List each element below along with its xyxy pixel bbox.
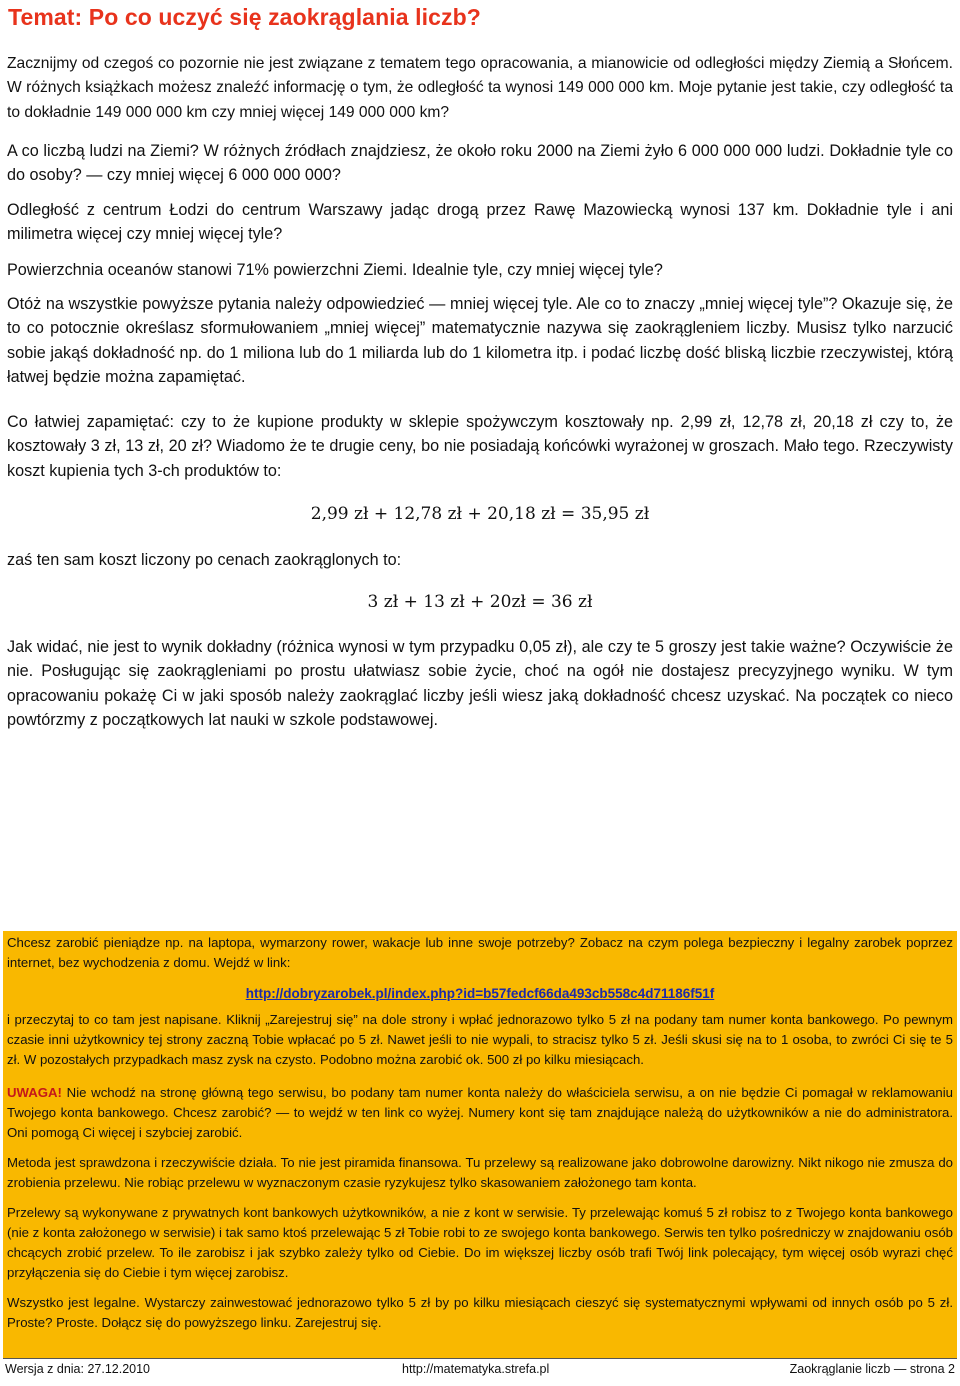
footer-site-link[interactable]: http://matematyka.strefa.pl: [402, 1362, 550, 1376]
formula-rounded-sum: 3 zł + 13 zł + 20zł = 36 zł: [367, 592, 593, 612]
paragraph-text: Odległość z centrum Łodzi do centrum Warszawy jadąc drogą przez Rawę Mazowiecką wynosi 137 km. Dokładnie tyle i ani milimetra więcej czy mniej więcej tyle?: [7, 201, 953, 244]
paragraph-lodz-warsaw: [7, 198, 953, 247]
footer-divider: [3, 1358, 957, 1359]
paragraph-text: Jak widać, nie jest to wynik dokładny (różnica wynosi w tym przypadku 0,05 zł), ale czy te 5 groszy jest takie ważne? Oczywiście że nie. Posługując się zaokrągleniami po prostu ułatwiasz sobie życie, choć na ogół nie dostajesz precyzyjnego wyniku. W tym opracowaniu pokażę Ci w jaki sposób należy zaokrąglać liczby jeśli wiesz jaką dokładność chcesz uzyskać. Na początek co nieco powtórzmy z początkowych lat nauki w szkole podstawowej.: [7, 638, 953, 729]
paragraph-rounded-intro: [7, 548, 953, 572]
page-footer: [5, 1360, 955, 1380]
paragraph-earth-sun: [7, 52, 953, 125]
paragraph-text: Powierzchnia oceanów stanowi 71% powierzchni Ziemi. Idealnie tyle, czy mniej więcej tyle?: [7, 261, 663, 279]
footer-page-number: Zaokrąglanie liczb — strona 2: [789, 1362, 955, 1376]
promo-transfers: Przelewy są wykonywane z prywatnych kont bankowych użytkowników, a nie z kont w serwisie. Ty przelewając komuś 5 zł robisz to z Twojego konta bankowego (nie z konta założonego w serwisie) i tak samo ktoś przelewając 5 zł Tobie robi to ze swojego konta bankowego. Serwis ten tylko pośredniczy w znajdowaniu osób chcących zrobić przelew. To ile zarobisz i jak szybko zależy tylko od Ciebie. Do im większej liczby osób trafi Twój link polecający, tym więcej osób wyrazi chęć przyłączenia się do Ciebie i tym więcej zarobisz.: [7, 1205, 953, 1280]
paragraph-text: zaś ten sam koszt liczony po cenach zaokrąglonych to:: [7, 551, 402, 569]
promo-instructions: i przeczytaj to co tam jest napisane. Kliknij „Zarejestruj się” na dole strony i wpłać jednorazowo tylko 5 zł na podany tam numer konta bankowego. Po pewnym czasie inni użytkownicy tej strony zaczną Tobie wpłacać po 5 zł. Nawet jeśli to nie wypali, to stracisz tylko 5 zł. Jeśli skusi się na to 1 osoba, to zwróci Ci się te 5 zł. W pozostałych przypadkach masz zysk na czysto. Podobno można zarobić ok. 500 zł po kilku miesiącach.: [7, 1012, 953, 1067]
warning-label: UWAGA!: [7, 1085, 62, 1100]
page-title: Temat: Po co uczyć się zaokrąglania liczb?: [8, 4, 481, 30]
paragraph-answer: [7, 292, 953, 389]
paragraph-prices: [7, 410, 953, 483]
paragraph-conclusion: [7, 635, 953, 732]
promo-link-line: [7, 984, 953, 1004]
paragraph-population: [7, 139, 953, 188]
warning-text: Nie wchodź na stronę główną tego serwisu, bo podany tam numer konta należy do właściciela serwisu, a on nie będzie Ci pomagał w reklamowaniu Twojego konta bankowego. Chcesz zarobić? — to wejdź w ten link co wyżej. Numery kont się tam znajdujące należą do użytkowników a nie do administratora. Oni pomogą Ci więcej i szybciej zarobić.: [7, 1085, 953, 1140]
paragraph-oceans: [7, 258, 953, 282]
paragraph-text: Zacznijmy od czegoś co pozornie nie jest związane z tematem tego opracowania, a mianowicie od odległości między Ziemią a Słońcem. W różnych książkach możesz znaleźć informację o tym, że odległość ta wynosi 149 000 000 km. Moje pytanie jest takie, czy odległość ta to dokładnie 149 000 000 km czy mniej więcej 149 000 000 km?: [7, 55, 953, 121]
paragraph-text: Co łatwiej zapamiętać: czy to że kupione produkty w sklepie spożywczym kosztowały np. 2,99 zł, 12,78 zł, 20,18 zł czy to, że kosztowały 3 zł, 13 zł, 20 zł? Wiadomo że te drugie ceny, bo nie posiadają końcówki wyrażonej w groszach. Mało tego. Rzeczywisty koszt kupienia tych 3-ch produktów to:: [7, 413, 953, 480]
promo-intro: Chcesz zarobić pieniądze np. na laptopa, wymarzony rower, wakacje lub inne swoje potrzeby? Zobacz na czym polega bezpieczny i legalny zarobek poprzez internet, bez wychodzenia z domu. Wejdź w link:: [7, 935, 953, 970]
footer-version: Wersja z dnia: 27.12.2010: [5, 1362, 151, 1376]
formula-exact-sum: 2,99 zł + 12,78 zł + 20,18 zł = 35,95 zł: [310, 504, 650, 524]
promo-legal: Wszystko jest legalne. Wystarczy zainwestować jednorazowo tylko 5 zł by po kilku miesiącach cieszyć się systematycznymi wpływami od innych osób po 5 zł. Proste? Proste. Dołącz się do powyższego linku. Zarejestruj się.: [7, 1295, 953, 1330]
promo-box: [3, 931, 957, 1358]
promo-warning: [7, 1083, 953, 1143]
promo-link[interactable]: http://dobryzarobek.pl/index.php?id=b57fedcf66da493cb558c4d71186f51f: [245, 986, 715, 1001]
paragraph-text: Otóż na wszystkie powyższe pytania należy odpowiedzieć — mniej więcej tyle. Ale co to znaczy „mniej więcej tyle”? Okazuje się, że to co potocznie określasz sformułowaniem „mniej więcej” matematycznie nazywa się zaokrągleniem liczby. Musisz tylko narzucić sobie jakąś dokładność np. do 1 miliona lub do 1 miliarda lub do 1 kilometra itp. i podać liczbę dość bliską liczbie rzeczywistej, którą łatwej będzie można zapamiętać.: [7, 295, 953, 386]
paragraph-text: A co liczbą ludzi na Ziemi? W różnych źródłach znajdziesz, że około roku 2000 na Ziemi żyło 6 000 000 000 ludzi. Dokładnie tyle co do osoby? — czy mniej więcej 6 000 000 000?: [7, 142, 953, 185]
promo-method: Metoda jest sprawdzona i rzeczywiście działa. To nie jest piramida finansowa. Tu przelewy są realizowane jako dobrowolne darowizny. Nikt nikogo nie zmusza do zrobienia przelewu. Nie robiąc przelewu w wyznaczonym czasie ryzykujesz tylko skasowaniem założonego tam konta.: [7, 1155, 953, 1190]
